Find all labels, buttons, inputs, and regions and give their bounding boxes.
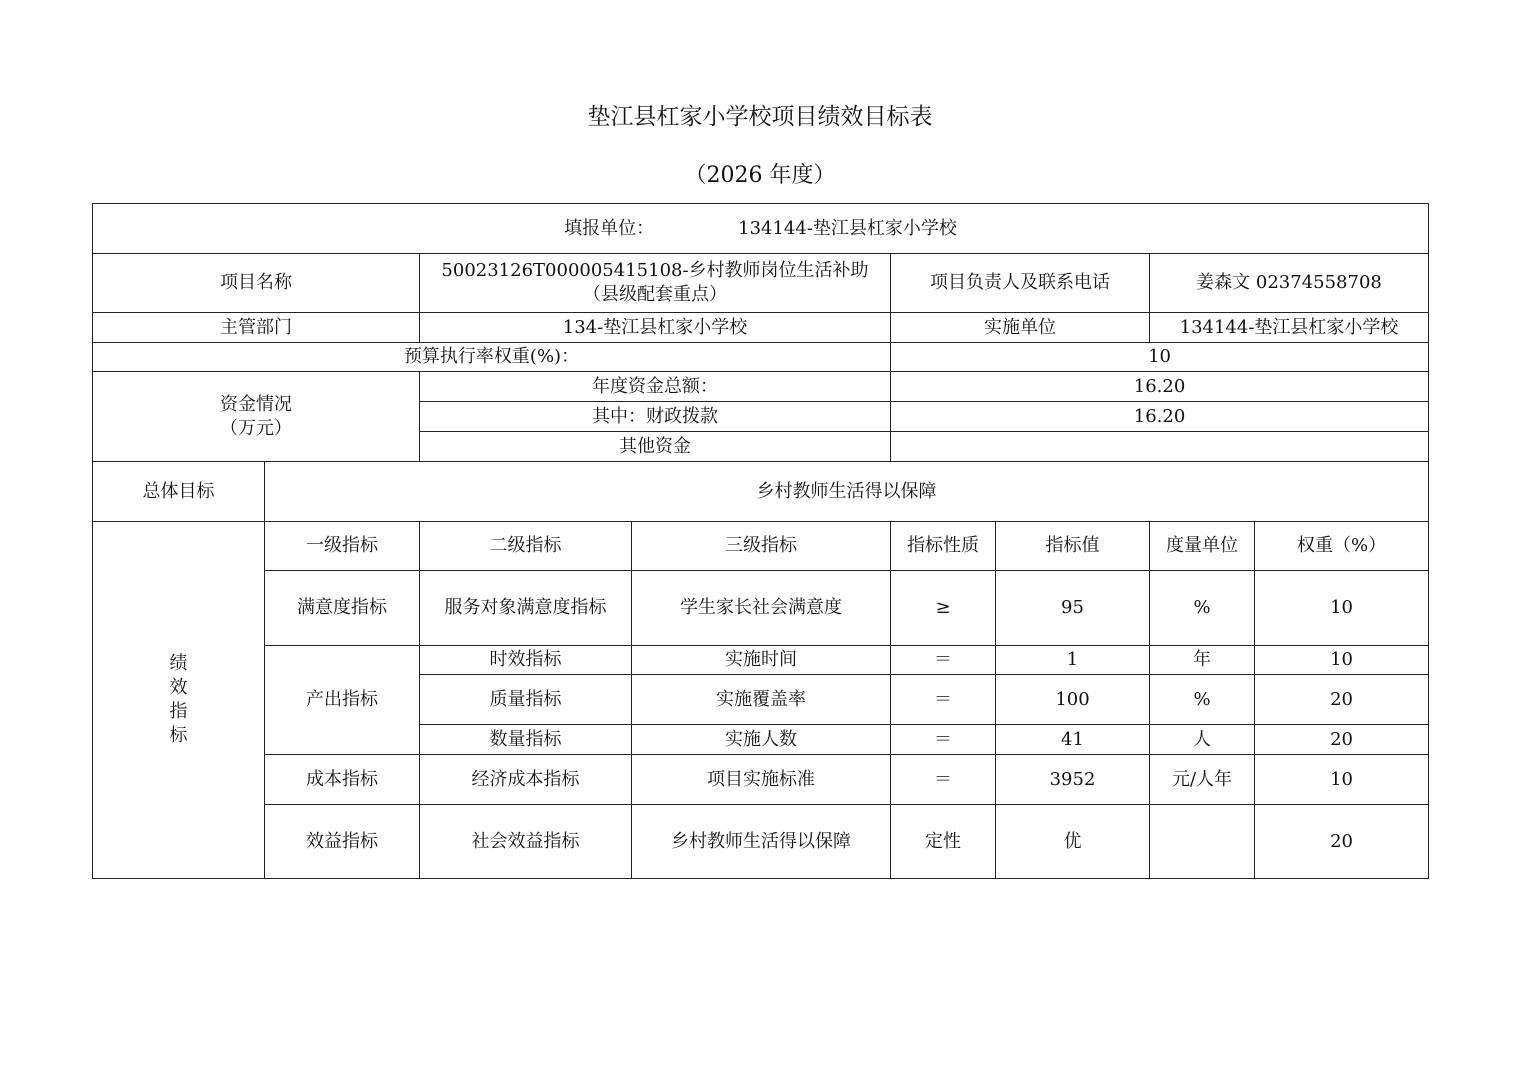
performance-target-table bbox=[92, 203, 1429, 879]
contact-label: 项目负责人及联系电话 bbox=[891, 254, 1150, 313]
level2-cell: 服务对象满意度指标 bbox=[420, 571, 632, 646]
table-row bbox=[93, 755, 1429, 805]
level3-cell: 项目实施标准 bbox=[632, 755, 891, 805]
table-row bbox=[93, 646, 1429, 675]
value-cell: 1 bbox=[996, 646, 1150, 675]
unit-cell bbox=[1150, 805, 1255, 879]
impl-unit-value: 134144-垫江县杠家小学校 bbox=[1150, 313, 1429, 343]
indicators-section-char: 指 bbox=[169, 701, 188, 722]
impl-unit-label: 实施单位 bbox=[891, 313, 1150, 343]
indicators-section-char: 绩 bbox=[169, 653, 188, 674]
nature-cell: ＝ bbox=[891, 755, 996, 805]
value-cell: 3952 bbox=[996, 755, 1150, 805]
budget-rate-row bbox=[93, 343, 1429, 372]
project-name-row bbox=[93, 254, 1429, 313]
goal-value: 乡村教师生活得以保障 bbox=[265, 462, 1429, 522]
funds-total-value: 16.20 bbox=[891, 372, 1429, 402]
unit-cell: 人 bbox=[1150, 725, 1255, 755]
funds-total-row bbox=[93, 372, 1429, 402]
table-row bbox=[93, 571, 1429, 646]
fill-unit-label: 填报单位： bbox=[564, 217, 655, 239]
budget-rate-label: 预算执行率权重(%)： bbox=[93, 343, 891, 372]
funds-unit: （万元） bbox=[220, 417, 292, 439]
level3-cell: 实施时间 bbox=[632, 646, 891, 675]
value-cell: 100 bbox=[996, 675, 1150, 725]
table-row bbox=[93, 805, 1429, 879]
value-cell: 优 bbox=[996, 805, 1150, 879]
column-header: 指标值 bbox=[996, 522, 1150, 571]
funds-label-cell bbox=[93, 372, 420, 462]
column-header: 权重（%） bbox=[1255, 522, 1429, 571]
weight-cell: 10 bbox=[1255, 646, 1429, 675]
level3-cell: 学生家长社会满意度 bbox=[632, 571, 891, 646]
nature-cell: ＝ bbox=[891, 675, 996, 725]
funds-total-label: 年度资金总额： bbox=[420, 372, 891, 402]
indicators-section-char: 标 bbox=[169, 725, 188, 746]
weight-cell: 10 bbox=[1255, 571, 1429, 646]
contact-value: 姜森文 02374558708 bbox=[1150, 254, 1429, 313]
nature-cell: ＝ bbox=[891, 725, 996, 755]
level3-cell: 实施覆盖率 bbox=[632, 675, 891, 725]
dept-label: 主管部门 bbox=[93, 313, 420, 343]
dept-value: 134-垫江县杠家小学校 bbox=[420, 313, 891, 343]
indicator-header-row bbox=[93, 522, 1429, 571]
fill-unit-cell bbox=[93, 204, 1429, 254]
goal-label: 总体目标 bbox=[93, 462, 265, 522]
level1-cell: 效益指标 bbox=[265, 805, 420, 879]
funds-other-label: 其他资金 bbox=[420, 432, 891, 462]
nature-cell: 定性 bbox=[891, 805, 996, 879]
dept-row bbox=[93, 313, 1429, 343]
indicators-section-char: 效 bbox=[169, 677, 188, 698]
weight-cell: 20 bbox=[1255, 805, 1429, 879]
goal-row bbox=[93, 462, 1429, 522]
weight-cell: 20 bbox=[1255, 675, 1429, 725]
fill-unit-row bbox=[93, 204, 1429, 254]
funds-fiscal-label: 其中：财政拨款 bbox=[420, 402, 891, 432]
level1-cell: 产出指标 bbox=[265, 646, 420, 755]
indicators-section-label bbox=[93, 522, 265, 879]
project-name-value: 50023126T000005415108-乡村教师岗位生活补助（县级配套重点） bbox=[420, 254, 891, 313]
value-cell: 41 bbox=[996, 725, 1150, 755]
level1-cell: 成本指标 bbox=[265, 755, 420, 805]
document-title: 垫江县杠家小学校项目绩效目标表 bbox=[587, 104, 933, 130]
value-cell: 95 bbox=[996, 571, 1150, 646]
unit-cell: % bbox=[1150, 675, 1255, 725]
weight-cell: 20 bbox=[1255, 725, 1429, 755]
nature-cell: ≥ bbox=[891, 571, 996, 646]
level2-cell: 经济成本指标 bbox=[420, 755, 632, 805]
column-header: 三级指标 bbox=[632, 522, 891, 571]
budget-rate-value: 10 bbox=[891, 343, 1429, 372]
project-name-label: 项目名称 bbox=[93, 254, 420, 313]
unit-cell: 元/人年 bbox=[1150, 755, 1255, 805]
unit-cell: 年 bbox=[1150, 646, 1255, 675]
level2-cell: 时效指标 bbox=[420, 646, 632, 675]
level2-cell: 质量指标 bbox=[420, 675, 632, 725]
funds-fiscal-value: 16.20 bbox=[891, 402, 1429, 432]
column-header: 一级指标 bbox=[265, 522, 420, 571]
column-header: 二级指标 bbox=[420, 522, 632, 571]
column-header: 度量单位 bbox=[1150, 522, 1255, 571]
unit-cell: % bbox=[1150, 571, 1255, 646]
funds-label: 资金情况 bbox=[220, 393, 292, 415]
level1-cell: 满意度指标 bbox=[265, 571, 420, 646]
level3-cell: 乡村教师生活得以保障 bbox=[632, 805, 891, 879]
column-header: 指标性质 bbox=[891, 522, 996, 571]
document-year: （2026 年度） bbox=[684, 163, 836, 188]
nature-cell: ＝ bbox=[891, 646, 996, 675]
weight-cell: 10 bbox=[1255, 755, 1429, 805]
level3-cell: 实施人数 bbox=[632, 725, 891, 755]
fill-unit-value: 134144-垫江县杠家小学校 bbox=[738, 217, 957, 239]
level2-cell: 数量指标 bbox=[420, 725, 632, 755]
funds-other-value bbox=[891, 432, 1429, 462]
level2-cell: 社会效益指标 bbox=[420, 805, 632, 879]
